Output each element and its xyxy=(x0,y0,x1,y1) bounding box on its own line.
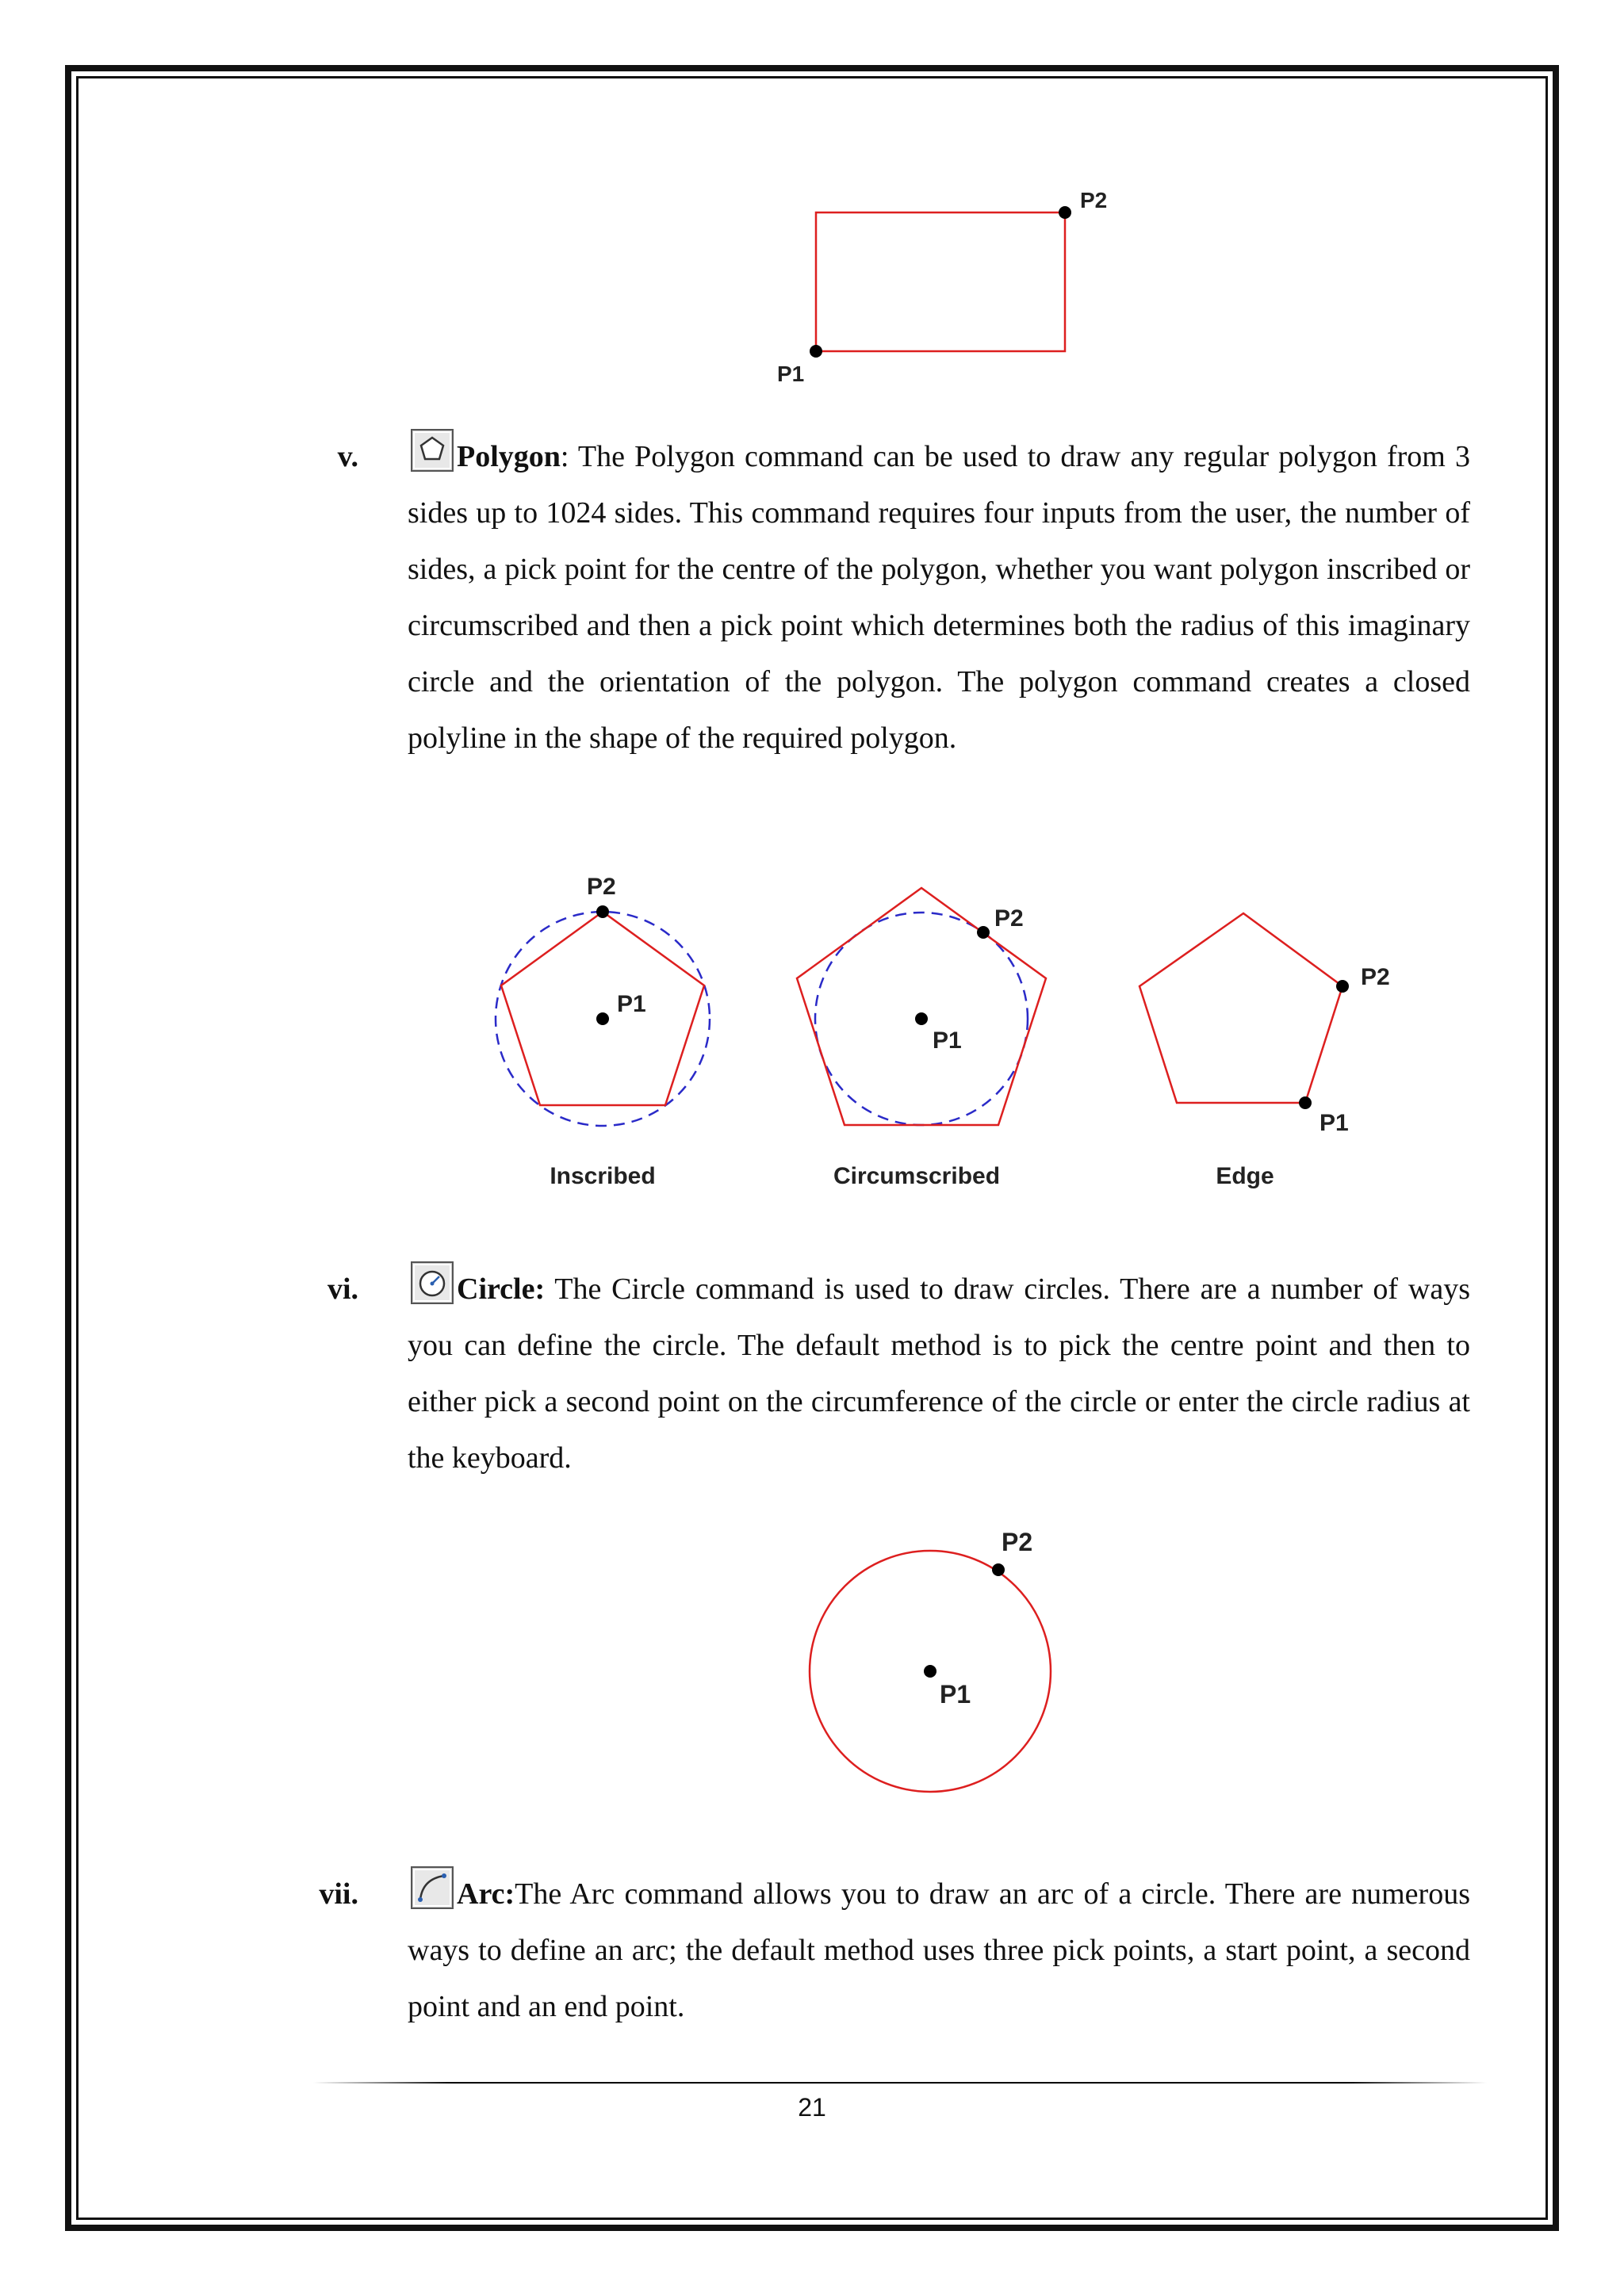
point-p1 xyxy=(596,1012,609,1025)
rectangle-shape xyxy=(816,212,1065,351)
item-number: vii. xyxy=(319,1877,358,1911)
point-p1 xyxy=(924,1665,936,1678)
caption-inscribed: Inscribed xyxy=(550,1163,656,1189)
point-p2 xyxy=(977,926,990,939)
label-p2: P2 xyxy=(994,905,1024,932)
point-p2 xyxy=(1336,980,1349,993)
label-p2: P2 xyxy=(1361,964,1390,990)
footer-divider xyxy=(313,2082,1487,2084)
point-p2 xyxy=(1059,206,1071,219)
caption-circumscribed: Circumscribed xyxy=(833,1163,1001,1189)
section-polygon xyxy=(317,429,1470,825)
label-p2: P2 xyxy=(1080,188,1108,212)
polygon-text: The Polygon command can be used to draw any regular polygon from 3 sides up to 1024 sides. This command requires four inputs from the user, the number of sides, a pick point for the centre of the polygon, whether you want polygon inscribed or circumscribed and then a pick point which determines both the radius of this imaginary circle and the orientation of the polygon. The polygon command creates a closed polyline in the shape of the required polygon. xyxy=(408,440,1470,755)
label-p2: P2 xyxy=(587,874,616,900)
label-p1: P1 xyxy=(940,1680,971,1709)
arc-title: Arc: xyxy=(457,1877,515,1911)
section-circle xyxy=(317,1261,1470,1499)
point-p2 xyxy=(992,1563,1005,1576)
label-p1: P1 xyxy=(933,1027,962,1054)
title-colon: : xyxy=(560,440,569,473)
rectangle-figure xyxy=(761,182,1126,396)
point-p1 xyxy=(915,1012,928,1025)
label-p2: P2 xyxy=(1002,1528,1033,1556)
point-p2 xyxy=(596,905,609,918)
label-p1: P1 xyxy=(777,362,805,386)
item-number: vi. xyxy=(327,1272,358,1306)
circle-text: The Circle command is used to draw circles. There are a number of ways you can define the circle. The default method is to pick the centre point and then to either pick a second point on the circumference of the circle or enter the circle radius at the keyboard. xyxy=(408,1272,1470,1475)
point-p1 xyxy=(810,345,822,358)
arc-description xyxy=(408,1866,1470,2035)
label-p1: P1 xyxy=(1320,1110,1349,1136)
item-number: v. xyxy=(337,440,358,473)
circle-title: Circle: xyxy=(457,1272,546,1306)
circle-description xyxy=(408,1261,1470,1487)
caption-edge: Edge xyxy=(1216,1163,1274,1189)
edge-diagram xyxy=(1139,913,1390,1189)
circle-figure xyxy=(801,1514,1086,1800)
polygon-description xyxy=(408,429,1470,767)
section-arc xyxy=(317,1866,1470,2049)
polygon-title: Polygon xyxy=(457,440,561,473)
polygon-modes-figure xyxy=(444,856,1443,1205)
arc-text: The Arc command allows you to draw an arc of a circle. There are numerous ways to define an arc; the default method uses three pick points, a start point, a second point and an end point. xyxy=(408,1877,1470,2023)
circumscribed-diagram xyxy=(797,888,1046,1189)
page-number: 21 xyxy=(798,2093,826,2122)
point-p1 xyxy=(1299,1096,1312,1109)
inscribed-diagram xyxy=(496,874,710,1189)
label-p1: P1 xyxy=(617,991,646,1017)
